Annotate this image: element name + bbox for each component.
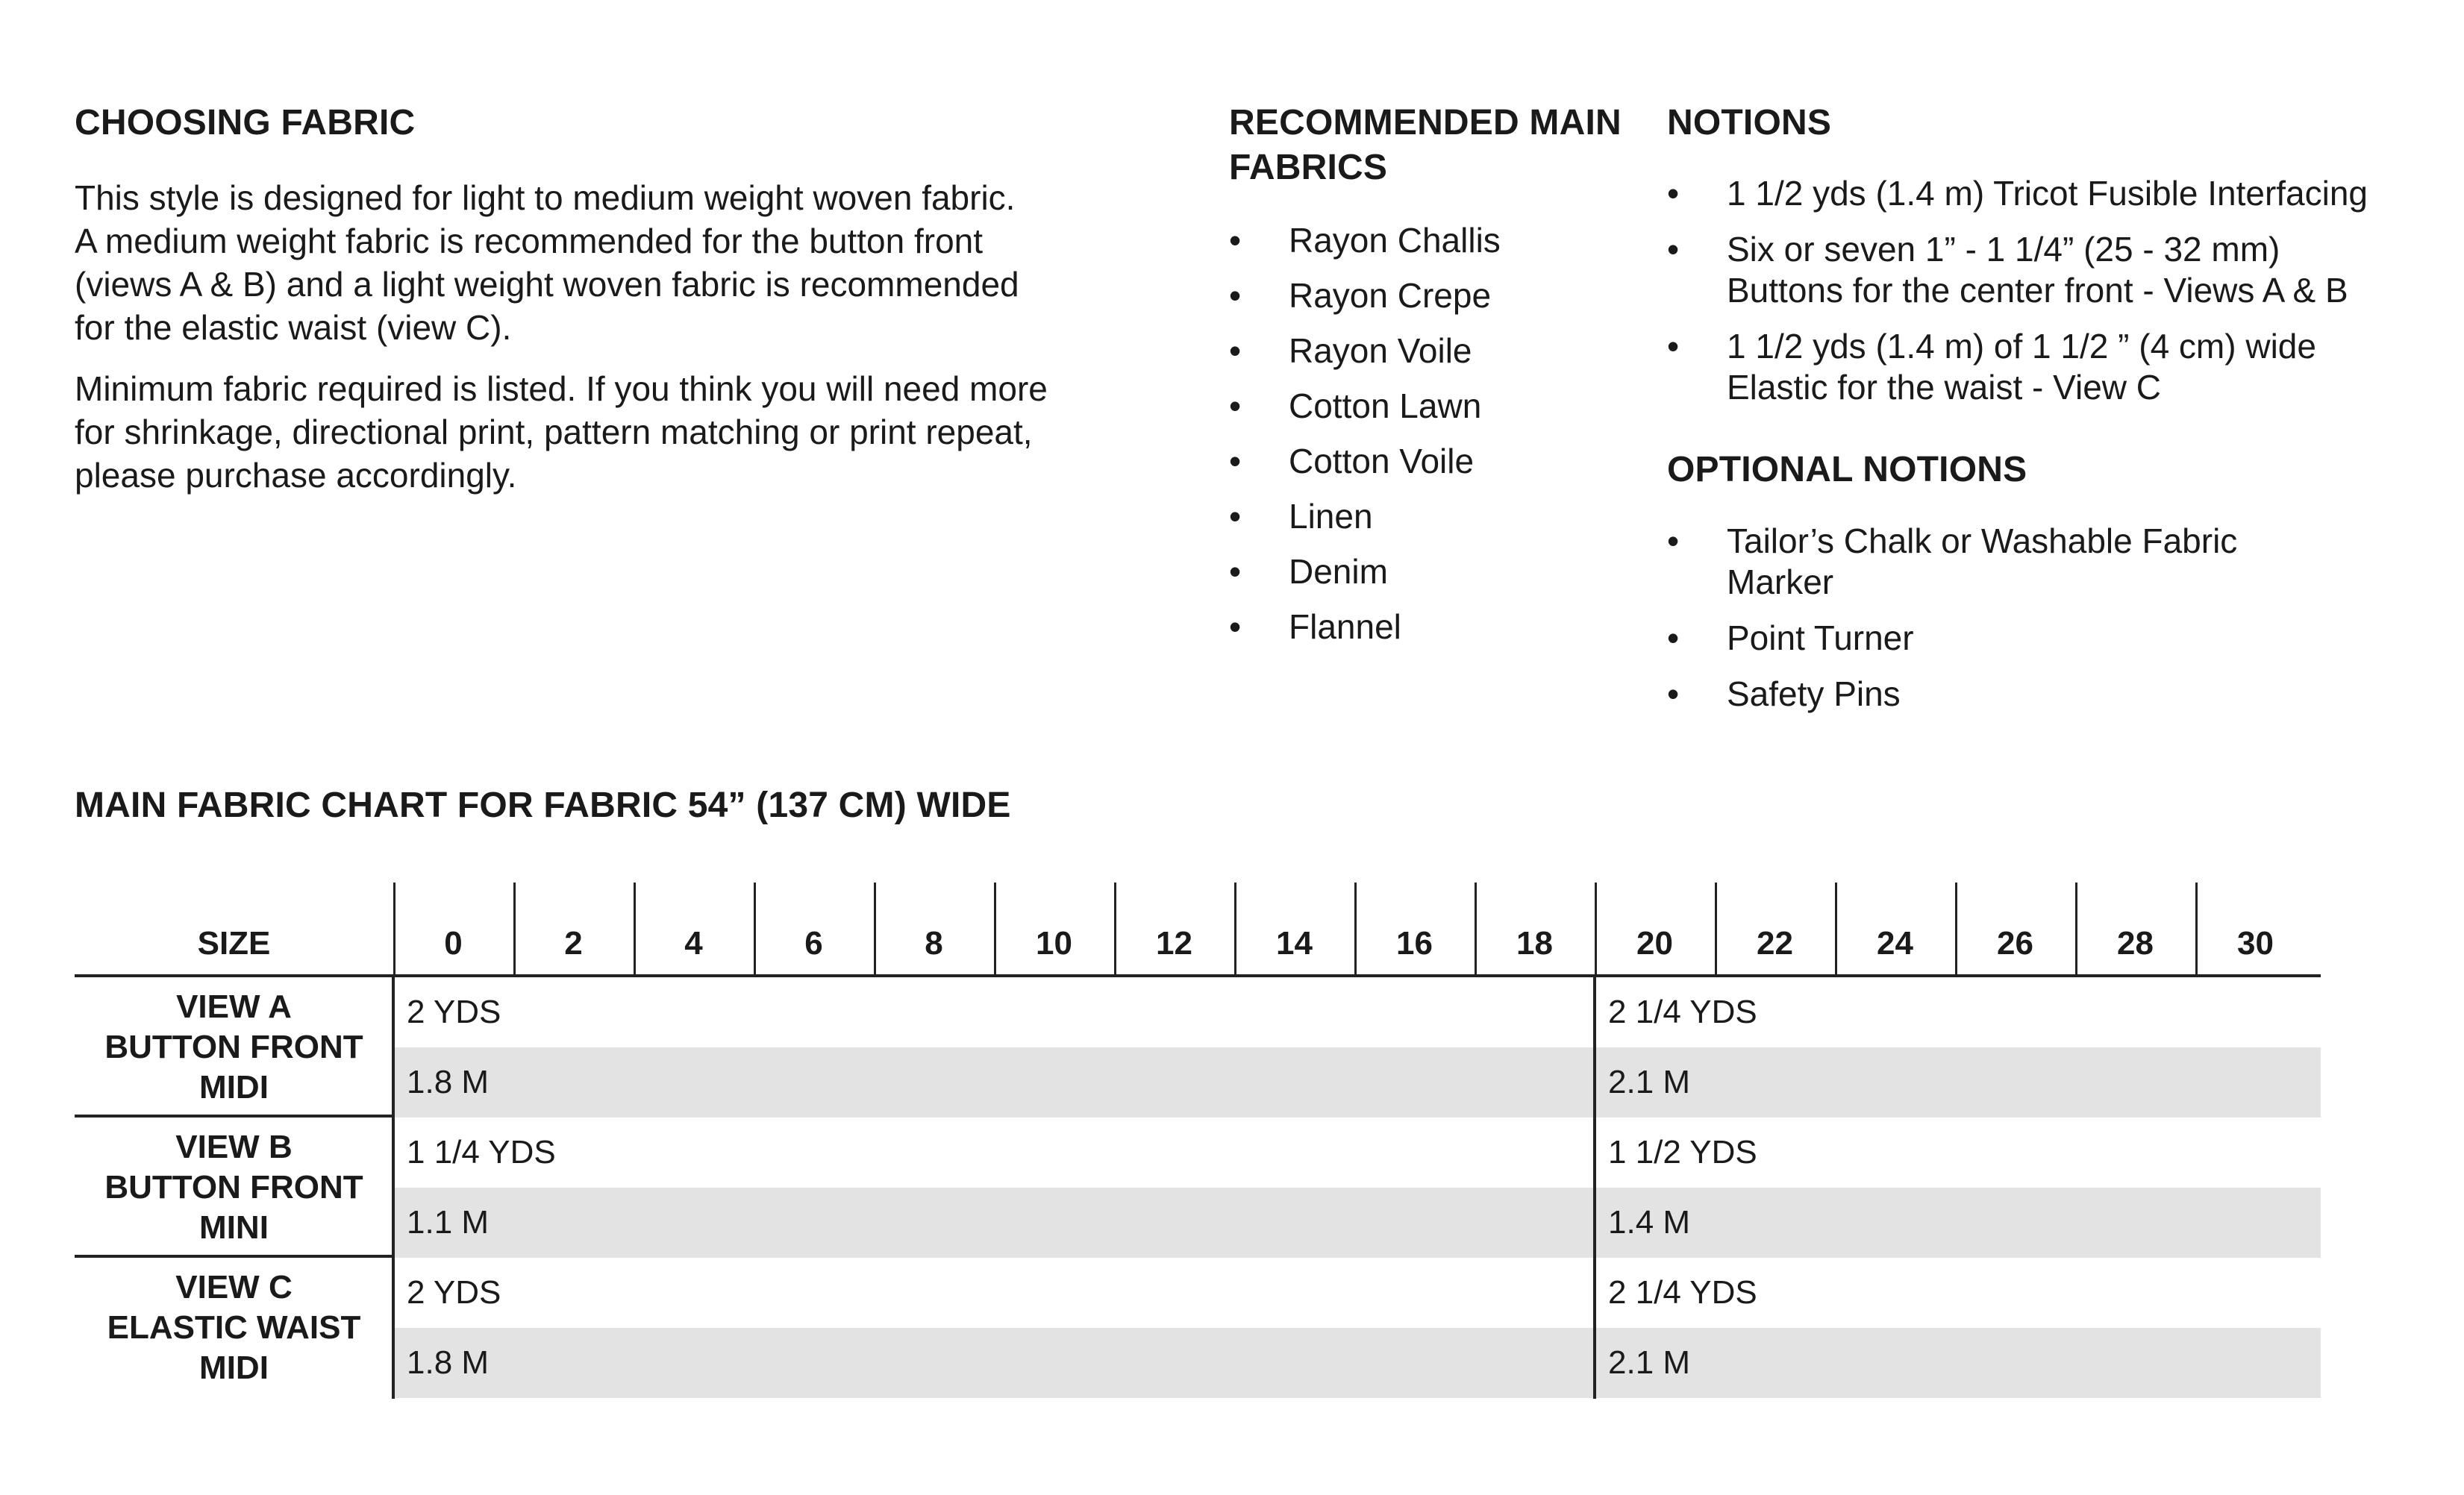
list-item: • Rayon Voile bbox=[1229, 330, 1617, 386]
size-header-cell: 12 bbox=[1114, 877, 1234, 977]
size-header-row bbox=[75, 877, 2321, 977]
meters-cell: 1.8 M bbox=[407, 1064, 490, 1100]
list-item-line: • 1 1/2 yds (1.4 m) of 1 1/2 ” (4 cm) wide bbox=[1727, 327, 2316, 366]
meters-cell: 1.4 M bbox=[1608, 1204, 1691, 1241]
paragraph-line: (views A & B) and a light weight woven fabric is recommended bbox=[75, 265, 1019, 304]
list-item: • Flannel bbox=[1229, 607, 1617, 662]
list-item-line: Elastic for the waist - View C bbox=[1727, 368, 2162, 407]
size-header-cell: 14 bbox=[1234, 877, 1354, 977]
list-item-line: • Safety Pins bbox=[1727, 674, 1901, 713]
paragraph-line: for shrinkage, directional print, pattern matching or print repeat, bbox=[75, 413, 1033, 451]
size-header-cell: 30 bbox=[2195, 877, 2316, 977]
size-column-label: SIZE bbox=[197, 925, 271, 962]
list-item bbox=[1667, 229, 2451, 311]
yardage-cell: 2 YDS bbox=[407, 1274, 501, 1311]
size-header-cell: 0 bbox=[393, 877, 513, 977]
paragraph-line: for the elastic waist (view C). bbox=[75, 308, 512, 347]
list-item-line: • Tailor’s Chalk or Washable Fabric bbox=[1727, 521, 2238, 560]
list-item-line: Buttons for the center front - Views A & B bbox=[1727, 271, 2348, 310]
recommended-fabrics-list bbox=[1229, 220, 1617, 662]
meters-row bbox=[393, 1328, 2321, 1398]
size-header-cell: 24 bbox=[1835, 877, 1955, 977]
view-label bbox=[75, 1258, 393, 1398]
yardage-cell: 1 1/2 YDS bbox=[1608, 1134, 1757, 1170]
optional-notions-list bbox=[1667, 521, 2451, 730]
heading-line: RECOMMENDED MAIN bbox=[1229, 103, 1622, 142]
paragraph-line: Minimum fabric required is listed. If you think you will need more bbox=[75, 369, 1048, 408]
fabric-chart-heading: MAIN FABRIC CHART FOR FABRIC 54” (137 CM) WIDE bbox=[75, 786, 1011, 825]
list-item-line: • Point Turner bbox=[1727, 618, 1914, 657]
meters-cell: 1.8 M bbox=[407, 1344, 490, 1381]
choosing-fabric-paragraph-2 bbox=[75, 367, 1194, 497]
paragraph-line: please purchase accordingly. bbox=[75, 456, 517, 495]
list-item-line: • Six or seven 1” - 1 1/4” (25 - 32 mm) bbox=[1727, 230, 2280, 269]
choosing-fabric-heading: CHOOSING FABRIC bbox=[75, 103, 416, 142]
view-label-line: MIDI bbox=[199, 1350, 269, 1386]
list-item bbox=[1667, 173, 2451, 214]
size-header-cell: 28 bbox=[2075, 877, 2195, 977]
list-item: • Linen bbox=[1229, 496, 1617, 551]
yardage-row bbox=[393, 1118, 2321, 1188]
size-header-cell: 20 bbox=[1595, 877, 1715, 977]
size-header-cell: 16 bbox=[1354, 877, 1475, 977]
yardage-cell: 2 YDS bbox=[407, 994, 501, 1030]
list-item: • Rayon Challis bbox=[1229, 220, 1617, 275]
table-vertical-rule bbox=[1593, 977, 1596, 1399]
view-label-line: MIDI bbox=[199, 1069, 269, 1106]
yardage-row bbox=[393, 1258, 2321, 1328]
yardage-cell: 2 1/4 YDS bbox=[1608, 1274, 1757, 1311]
paragraph-line: A medium weight fabric is recommended for the button front bbox=[75, 222, 984, 260]
heading-line: FABRICS bbox=[1229, 148, 1388, 187]
view-label-line: BUTTON FRONT bbox=[104, 1169, 363, 1206]
view-c-row-group bbox=[75, 1258, 2321, 1398]
view-a-row-group bbox=[75, 977, 2321, 1118]
yardage-row bbox=[393, 977, 2321, 1047]
view-b-row-group bbox=[75, 1118, 2321, 1258]
optional-notions-heading: OPTIONAL NOTIONS bbox=[1667, 450, 2027, 489]
choosing-fabric-paragraph-1 bbox=[75, 176, 1194, 349]
notions-list bbox=[1667, 173, 2451, 423]
meters-row bbox=[393, 1188, 2321, 1258]
list-item-line: Marker bbox=[1727, 562, 1834, 601]
size-header-cell: 18 bbox=[1475, 877, 1595, 977]
table-vertical-rule bbox=[392, 977, 395, 1399]
meters-cell: 2.1 M bbox=[1608, 1344, 1691, 1381]
size-header-cell: 26 bbox=[1955, 877, 2075, 977]
list-item: • Cotton Voile bbox=[1229, 441, 1617, 496]
meters-cell: 2.1 M bbox=[1608, 1064, 1691, 1100]
view-label-line: VIEW C bbox=[175, 1269, 293, 1306]
notions-heading: NOTIONS bbox=[1667, 103, 1832, 142]
fabric-chart-table bbox=[75, 877, 2321, 1399]
yardage-cell: 1 1/4 YDS bbox=[407, 1134, 556, 1170]
size-header-cell: 8 bbox=[874, 877, 994, 977]
recommended-fabrics-heading bbox=[1229, 101, 1622, 190]
meters-row bbox=[393, 1047, 2321, 1118]
list-item bbox=[1667, 674, 2451, 715]
view-label-line: MINI bbox=[199, 1209, 269, 1246]
list-item: • Denim bbox=[1229, 551, 1617, 607]
view-label-line: VIEW A bbox=[176, 988, 292, 1025]
view-label-line: BUTTON FRONT bbox=[104, 1029, 363, 1065]
size-header-cell: 4 bbox=[634, 877, 754, 977]
list-item bbox=[1667, 521, 2451, 603]
list-item-line: • 1 1/2 yds (1.4 m) Tricot Fusible Interfacing bbox=[1727, 174, 2368, 213]
size-header-cell: 6 bbox=[754, 877, 874, 977]
view-label-line: ELASTIC WAIST bbox=[107, 1309, 361, 1346]
list-item bbox=[1667, 618, 2451, 659]
size-header-cell: 10 bbox=[994, 877, 1114, 977]
size-header-cell: 22 bbox=[1715, 877, 1835, 977]
view-label bbox=[75, 977, 393, 1118]
view-label-line: VIEW B bbox=[175, 1129, 293, 1165]
meters-cell: 1.1 M bbox=[407, 1204, 490, 1241]
paragraph-line: This style is designed for light to medium weight woven fabric. bbox=[75, 178, 1016, 217]
view-label bbox=[75, 1118, 393, 1258]
size-header-cell: 2 bbox=[513, 877, 634, 977]
list-item: • Rayon Crepe bbox=[1229, 275, 1617, 330]
list-item: • Cotton Lawn bbox=[1229, 386, 1617, 441]
yardage-cell: 2 1/4 YDS bbox=[1608, 994, 1757, 1030]
list-item bbox=[1667, 326, 2451, 408]
